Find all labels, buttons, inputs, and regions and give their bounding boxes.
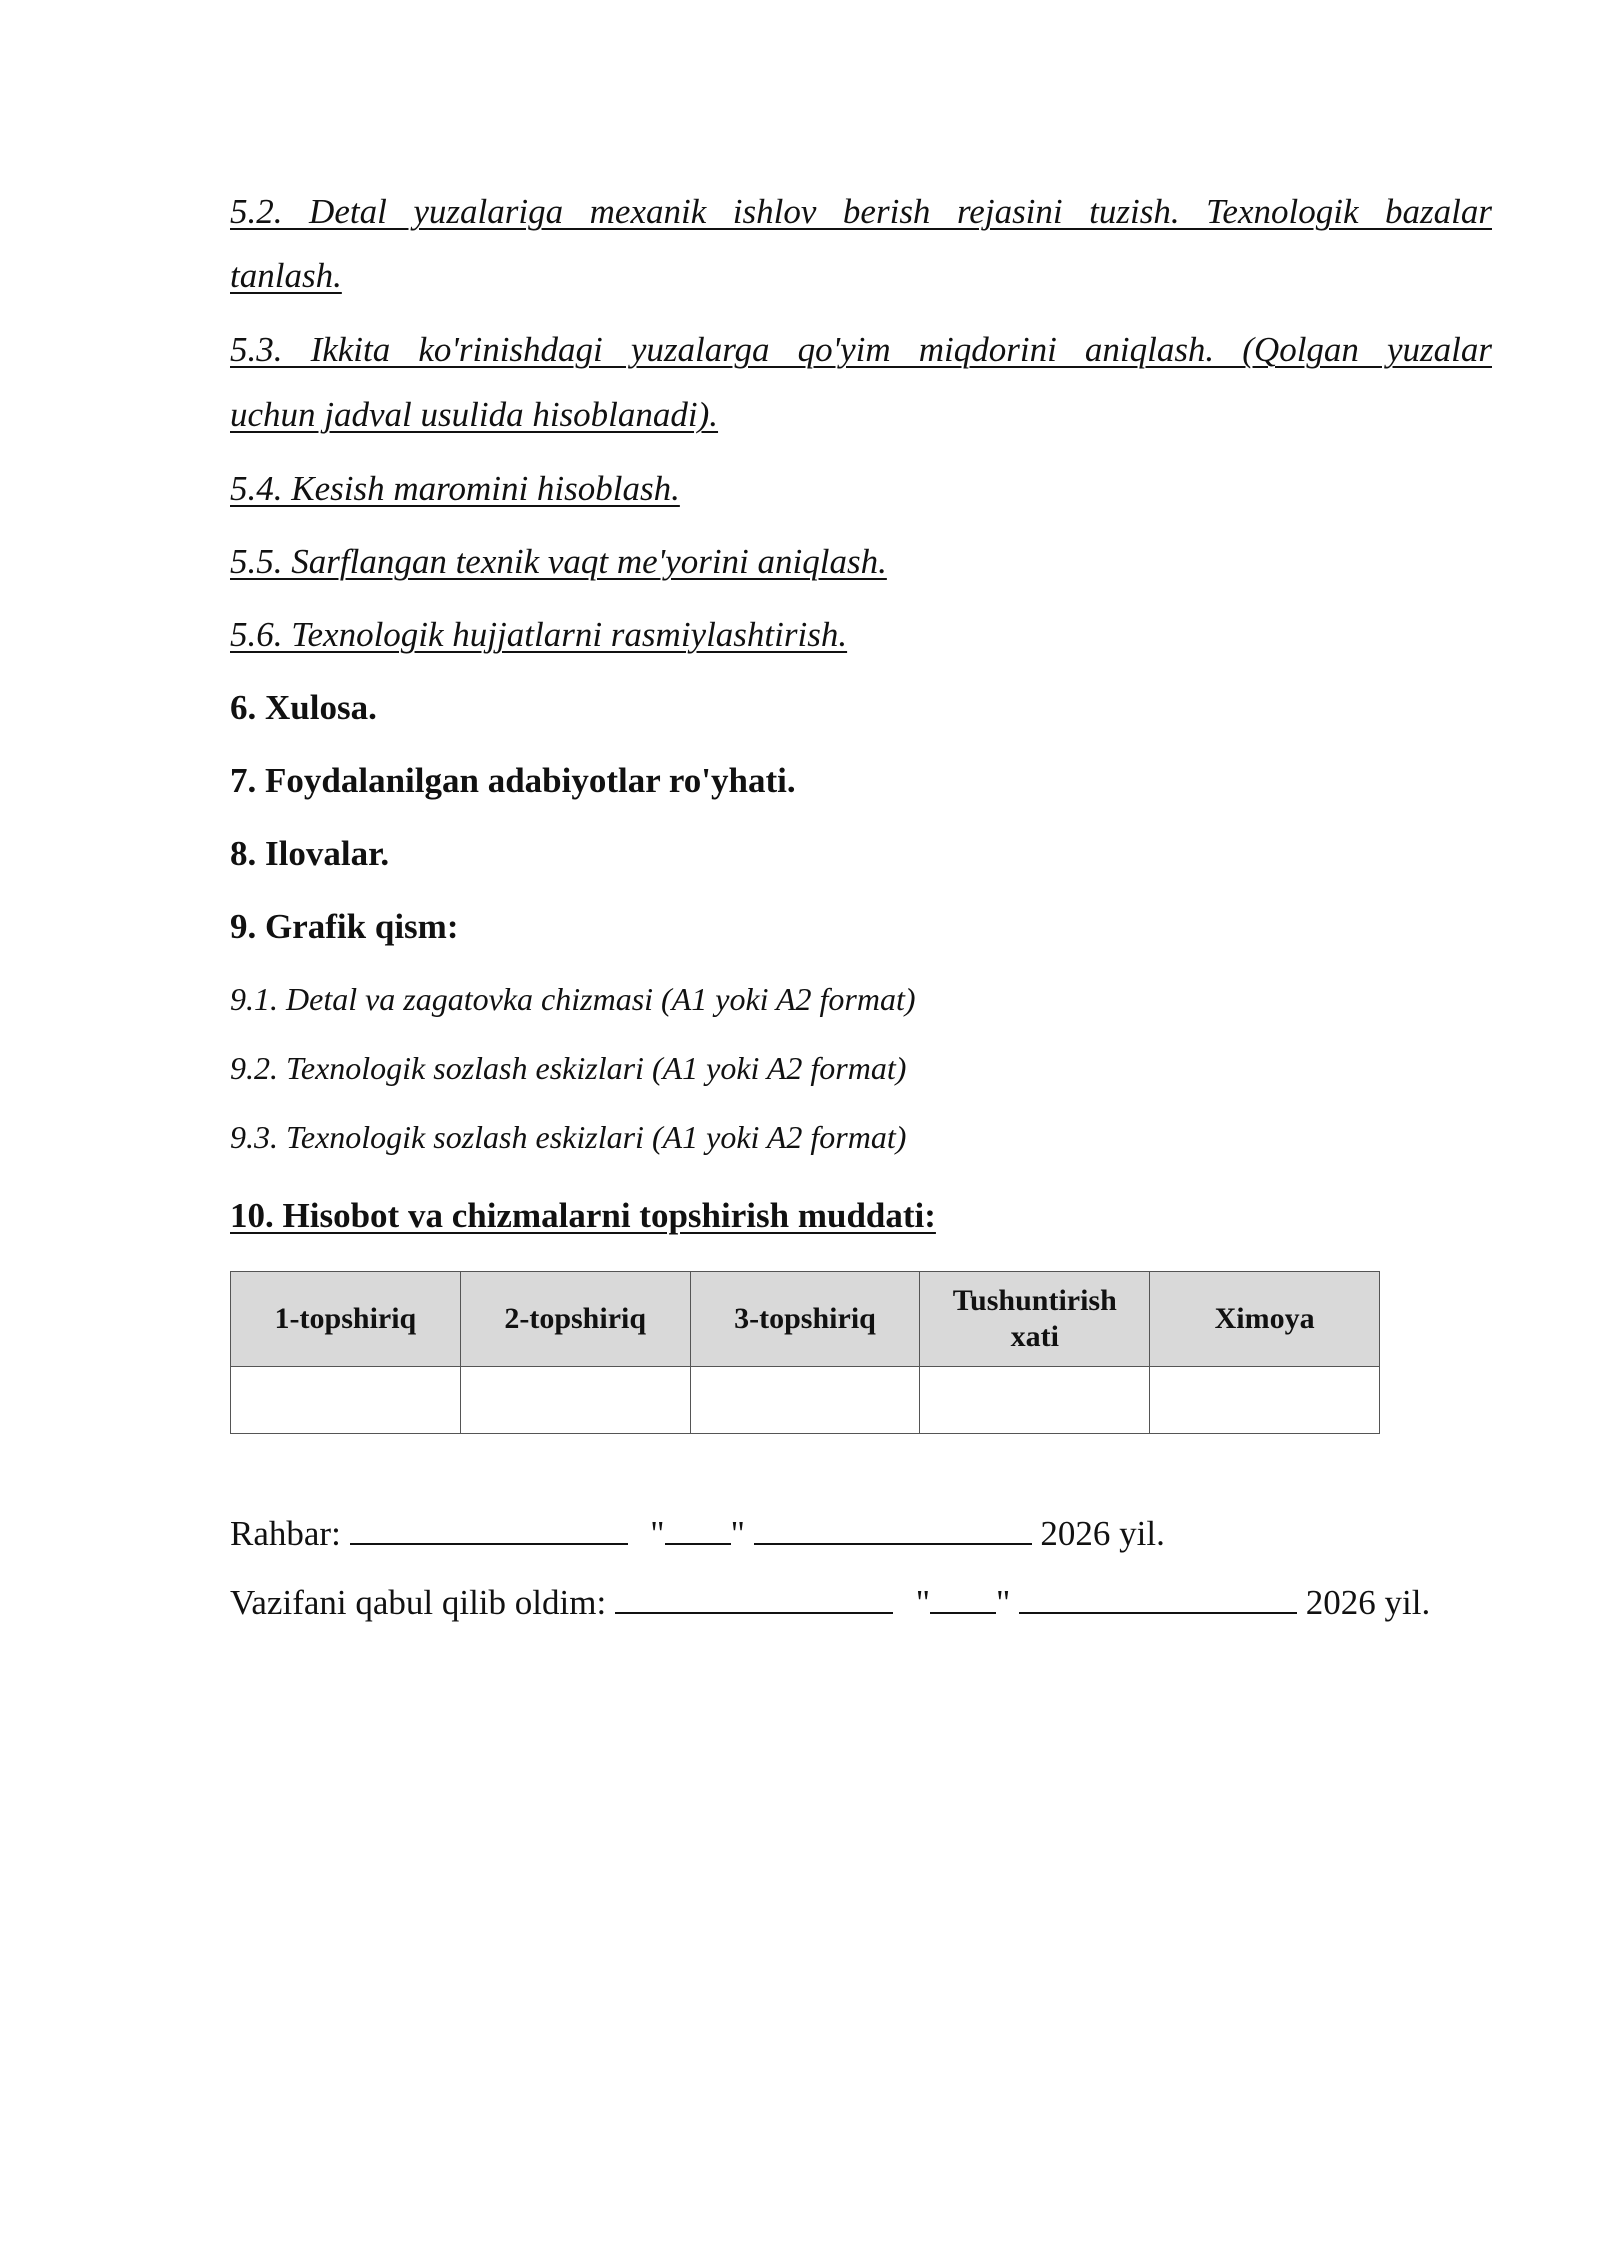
item-8-heading: 8. Ilovalar. [230,834,390,873]
date-quote-close: " [995,1583,1011,1622]
item-5-2-line-2: tanlash. [230,256,342,295]
item-6-heading: 6. Xulosa. [230,688,377,727]
header-task-3: 3-topshiriq [690,1272,920,1367]
item-10-heading: 10. Hisobot va chizmalarni topshirish muddati: [230,1196,936,1235]
table-cell[interactable] [231,1367,461,1434]
leader-label: Rahbar: [230,1514,341,1553]
date-quote-close: " [730,1514,745,1553]
item-5-4: 5.4. Kesish maromini hisoblash. [230,469,680,508]
header-defense: Ximoya [1150,1272,1380,1367]
leader-signature-blank[interactable] [350,1513,628,1545]
item-9-heading: 9. Grafik qism: [230,907,459,946]
leader-signature-line [230,1513,1165,1554]
header-task-1: 1-topshiriq [231,1272,461,1367]
table-cell[interactable] [920,1367,1150,1434]
table-cell[interactable] [690,1367,920,1434]
table-header-row [231,1272,1380,1367]
item-7-heading: 7. Foydalanilgan adabiyotlar ro'yhati. [230,761,796,800]
table-cell[interactable] [460,1367,690,1434]
leader-year: 2026 yil. [1040,1514,1165,1553]
item-5-3-line-1: 5.3. Ikkita ko'rinishdagi yuzalarga qo'yim miqdorini aniqlash. (Qolgan yuzalar [230,330,1492,369]
accepted-signature-blank[interactable] [615,1582,893,1614]
date-quote-open: " [650,1514,665,1553]
accepted-label: Vazifani qabul qilib oldim: [230,1583,607,1622]
header-explanatory-note: Tushuntirish xati [920,1272,1150,1367]
deadline-table [230,1271,1380,1434]
table-row [231,1367,1380,1434]
accepted-signature-line [230,1582,1430,1623]
table-cell[interactable] [1150,1367,1380,1434]
item-5-5: 5.5. Sarflangan texnik vaqt me'yorini aniqlash. [230,542,887,581]
leader-month-blank[interactable] [754,1513,1032,1545]
accepted-day-blank[interactable] [930,1582,996,1614]
item-9-3: 9.3. Texnologik sozlash eskizlari (A1 yoki A2 format) [230,1119,907,1155]
item-9-2: 9.2. Texnologik sozlash eskizlari (A1 yoki A2 format) [230,1050,907,1086]
item-5-2-line-1: 5.2. Detal yuzalariga mexanik ishlov berish rejasini tuzish. Texnologik bazalar [230,192,1492,231]
accepted-year: 2026 yil. [1305,1583,1431,1622]
item-5-6: 5.6. Texnologik hujjatlarni rasmiylashtirish. [230,615,848,654]
header-task-2: 2-topshiriq [460,1272,690,1367]
item-9-1: 9.1. Detal va zagatovka chizmasi (A1 yoki A2 format) [230,981,916,1017]
item-5-3-line-2: uchun jadval usulida hisoblanadi). [230,395,719,434]
leader-day-blank[interactable] [665,1513,731,1545]
accepted-month-blank[interactable] [1019,1582,1297,1614]
date-quote-open: " [915,1583,930,1622]
